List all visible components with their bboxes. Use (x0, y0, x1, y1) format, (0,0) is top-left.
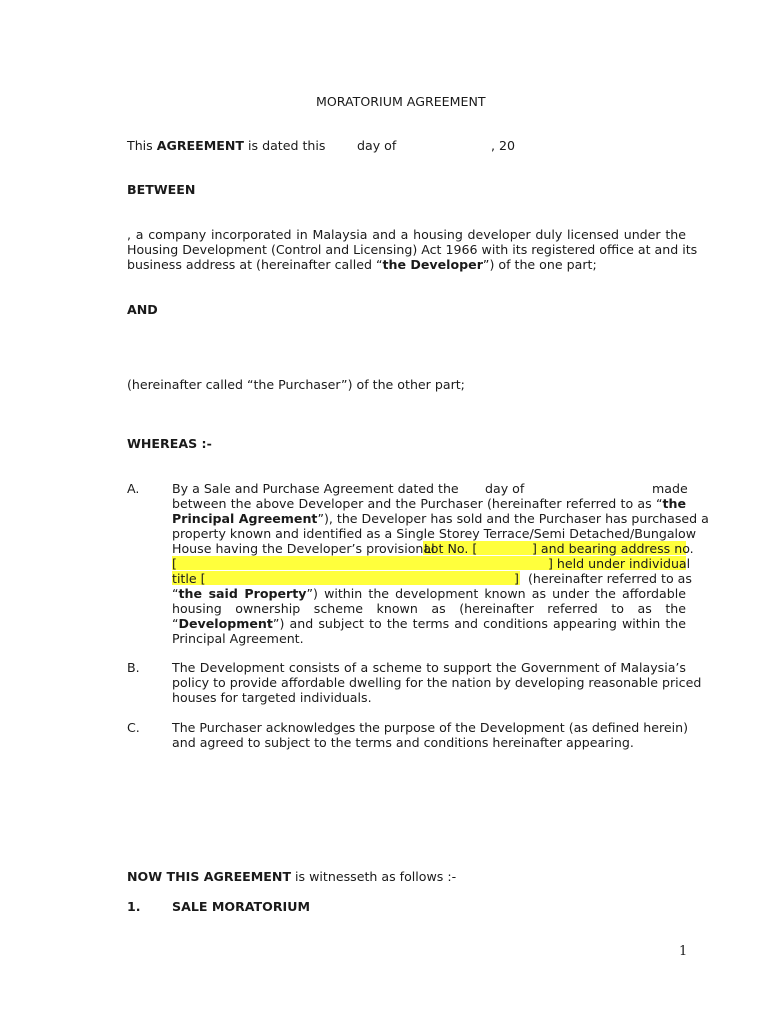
principal-term: Principal Agreement (172, 511, 318, 526)
clause-b-line-1: The Development consists of a scheme to support the Government of Malaysia’s (172, 660, 686, 675)
section-1-heading: SALE MORATORIUM (172, 899, 310, 914)
clause-c-label: C. (127, 720, 140, 735)
clause-c-line-2: and agreed to subject to the terms and conditions hereinafter appearing. (172, 735, 634, 750)
said-property-term: the said Property (178, 586, 307, 601)
section-1-number: 1. (127, 899, 141, 914)
clause-a-line-7: (hereinafter referred to as (528, 571, 692, 586)
held-under-text: ] held under individual (548, 556, 691, 571)
clause-c-line-1: The Purchaser acknowledges the purpose of the Development (as defined herein) (172, 720, 689, 735)
developer-term: the Developer (382, 257, 483, 272)
lot-no-field: Lot No. [ (424, 541, 478, 556)
clause-a-day-of: day of (485, 481, 525, 496)
address-field-open: [ (172, 556, 177, 571)
address-no-text: ] and bearing address no. (532, 541, 694, 556)
between-heading: BETWEEN (127, 182, 196, 197)
developer-para-line-3: business address at (hereinafter called “the Developer”) of the one part; (127, 257, 597, 272)
dated-pre: This (127, 138, 157, 153)
clause-a-line-8: “the said Property”) within the development known as under the affordable (172, 586, 686, 601)
clause-a-line-3: Principal Agreement”), the Developer has sold and the Purchaser has purchased a (172, 511, 709, 526)
agreement-word: AGREEMENT (156, 138, 245, 153)
title-field-close: ] (514, 571, 519, 586)
clause-a-line-9: housing ownership scheme known as (hereinafter referred to as the (172, 601, 686, 616)
clause-b-line-3: houses for targeted individuals. (172, 690, 372, 705)
whereas-heading: WHEREAS :- (127, 436, 212, 451)
principal-term-start: the (662, 496, 686, 511)
dated-mid: is dated this (244, 138, 326, 153)
dated-line (127, 138, 325, 153)
title-highlight (172, 571, 520, 585)
clause-b-label: B. (127, 660, 140, 675)
development-term: Development (178, 616, 273, 631)
clause-a-made: made (652, 481, 688, 496)
and-heading: AND (127, 302, 158, 317)
clause-b-line-2: policy to provide affordable dwelling for the nation by developing reasonable priced (172, 675, 702, 690)
page-number: 1 (679, 944, 688, 959)
dated-year: , 20 (491, 138, 516, 153)
developer-para-line-1: , a company incorporated in Malaysia and a housing developer duly licensed under the (127, 227, 686, 242)
clause-a-line-4: property known and identified as a Single Storey Terrace/Semi Detached/Bungalow (172, 526, 697, 541)
clause-a-line-10: “Development”) and subject to the terms and conditions appearing within the (172, 616, 686, 631)
developer-para-line-2: Housing Development (Control and Licensing) Act 1966 with its registered office at and its (127, 242, 698, 257)
title-field: title [ (172, 571, 206, 586)
clause-a-line-1: By a Sale and Purchase Agreement dated the (172, 481, 459, 496)
purchaser-para: (hereinafter called “the Purchaser”) of the other part; (127, 377, 465, 392)
clause-a-line-11: Principal Agreement. (172, 631, 304, 646)
clause-a-line-2: between the above Developer and the Purchaser (hereinafter referred to as “the (172, 496, 686, 511)
document-title: MORATORIUM AGREEMENT (316, 94, 486, 109)
now-this-agreement-line: NOW THIS AGREEMENT is witnesseth as follows :- (127, 869, 457, 884)
dated-day-of: day of (357, 138, 397, 153)
clause-a-line-5: House having the Developer’s provisional (172, 541, 435, 556)
now-this-agreement: NOW THIS AGREEMENT (127, 869, 292, 884)
clause-a-label: A. (127, 481, 140, 496)
